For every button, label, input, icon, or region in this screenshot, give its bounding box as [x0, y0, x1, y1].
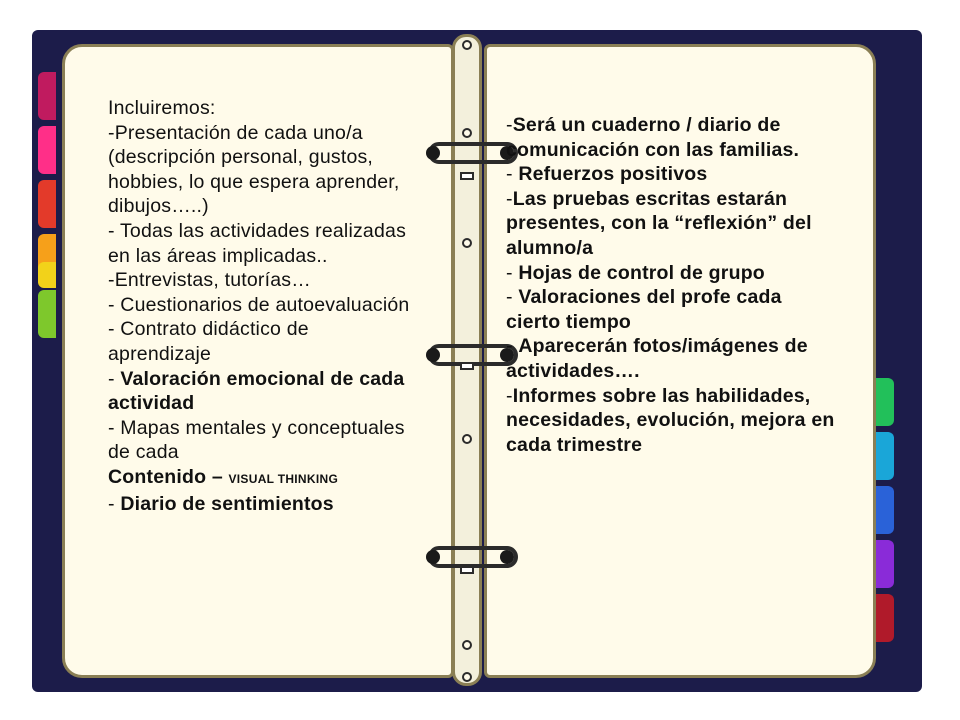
left-page-text [108, 96, 416, 516]
divider-tab-left-1 [38, 72, 56, 120]
right-line-3: -Las pruebas escritas estarán presentes, con la “reflexión” del alumno/a [506, 187, 812, 259]
left-line-2: -Presentación de cada uno/a (descripción personal, gustos, hobbies, lo que espera aprender, dibujos…..) [108, 121, 400, 218]
left-line-4: -Entrevistas, tutorías… [108, 269, 311, 292]
divider-tab-left-5 [38, 262, 56, 288]
spine-hole-icon [462, 238, 472, 248]
ring-end-icon [426, 146, 440, 160]
right-line-1: -Será un cuaderno / diario de comunicación con las familias. [506, 114, 800, 161]
left-line-5: - Cuestionarios de autoevaluación [108, 293, 410, 316]
left-line-3: - Todas las actividades realizadas en las áreas implicadas.. [108, 219, 407, 267]
spine-hole-icon [462, 40, 472, 50]
spine-hole-icon [462, 128, 472, 138]
divider-tab-left-3 [38, 180, 56, 228]
spine-hole-icon [462, 640, 472, 650]
spine-clip-icon [460, 362, 474, 370]
right-line-4: - Hojas de control de grupo [506, 261, 765, 284]
divider-tab-left-6 [38, 290, 56, 338]
left-line-9: Contenido – VISUAL THINKING [108, 465, 339, 488]
spine-hole-icon [462, 672, 472, 682]
divider-tab-left-2 [38, 126, 56, 174]
left-line-1: Incluiremos: [108, 97, 216, 119]
spine-clip-icon [460, 172, 474, 180]
left-line-10: - Diario de sentimientos [108, 492, 334, 515]
spine-hole-icon [462, 434, 472, 444]
left-line-8: - Mapas mentales y conceptuales de cada [108, 416, 405, 464]
spine-clip-icon [460, 566, 474, 574]
right-line-7: -Informes sobre las habilidades, necesidades, evolución, mejora en cada trimestre [506, 384, 835, 456]
right-page-text [506, 113, 838, 457]
ring-end-icon [500, 550, 514, 564]
left-line-7: - Valoración emocional de cada actividad [108, 367, 405, 415]
left-line-6: - Contrato didáctico de aprendizaje [108, 318, 309, 365]
right-line-6: - Aparecerán fotos/imágenes de actividades…. [506, 335, 808, 382]
ring-end-icon [426, 348, 440, 362]
right-line-2: - Refuerzos positivos [506, 163, 708, 186]
right-line-5: - Valoraciones del profe cada cierto tiempo [506, 286, 782, 333]
ring-end-icon [426, 550, 440, 564]
